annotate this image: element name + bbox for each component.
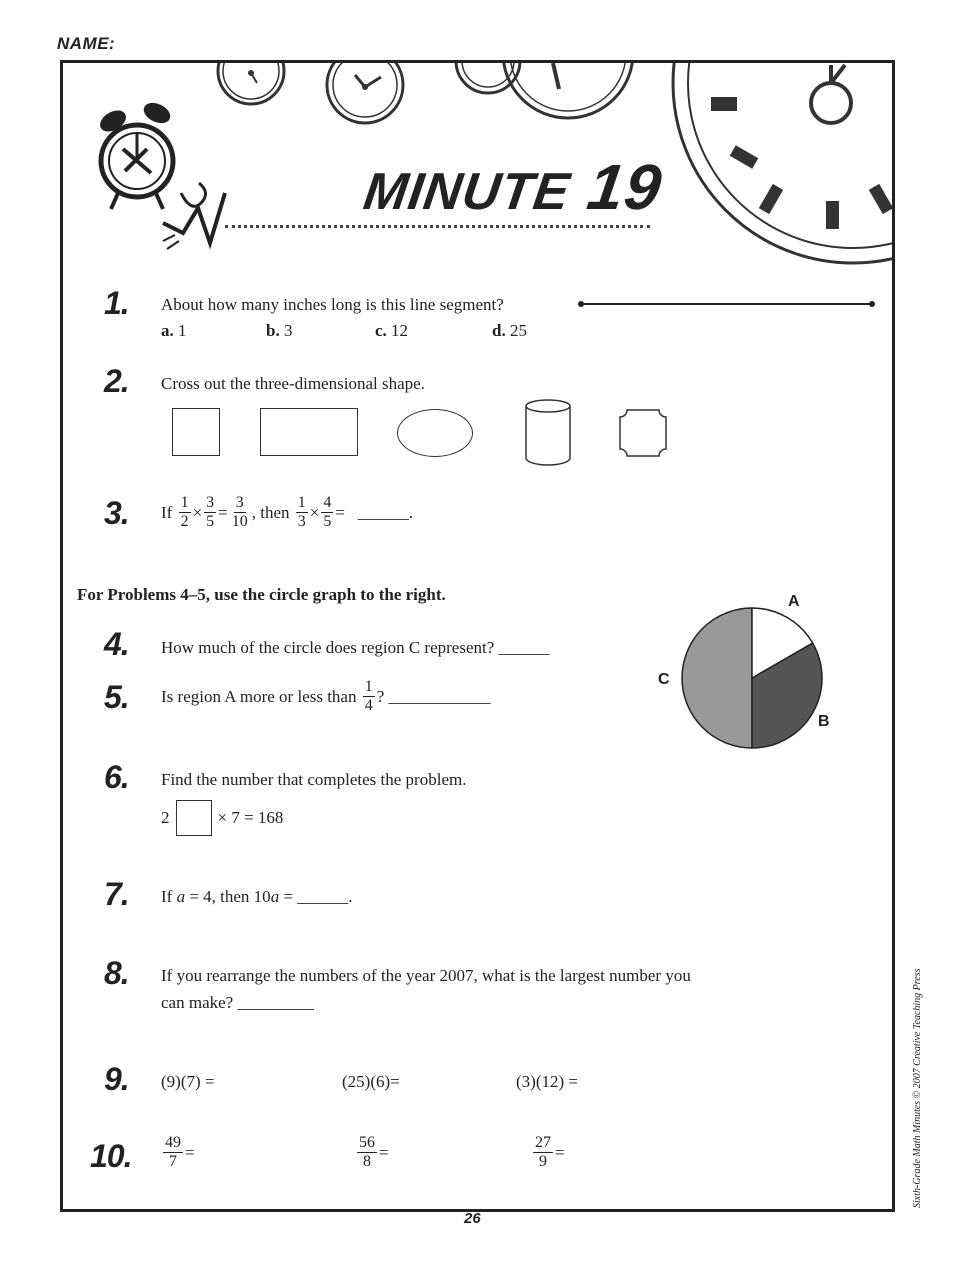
title-number: 19 — [583, 151, 667, 223]
question-1-number: 1. — [104, 285, 129, 321]
question-3-text: If $\frac{1}{2}$ × $\frac{3}{5}$ = $\frac{3}{10}$ , then $\frac{1}{3}$ × $\frac{4}{5}$ = ______. — [161, 494, 413, 530]
section-instruction: For Problems 4–5, use the circle graph to the right. — [77, 585, 446, 604]
rectangle-shape[interactable] — [260, 408, 358, 456]
question-9-part-3: (3)(12) = — [516, 1072, 578, 1091]
oval-shape[interactable] — [397, 409, 473, 457]
question-5-number: 5. — [104, 679, 129, 715]
question-8-line-1: If you rearrange the numbers of the year 2007, what is the largest number you — [161, 966, 691, 985]
cylinder-shape[interactable] — [524, 398, 572, 468]
question-9-part-2: (25)(6)= — [342, 1072, 400, 1091]
option-b[interactable]: b. 3 — [266, 321, 293, 340]
pie-label-b: B — [818, 713, 830, 730]
option-a[interactable]: a. 1 — [161, 321, 187, 340]
question-4-text: How much of the circle does region C represent? ______ — [161, 638, 550, 657]
question-10-part-3: $\frac{27}{9}$ = — [535, 1134, 565, 1170]
option-d[interactable]: d. 25 — [492, 321, 527, 340]
pie-label-c: C — [658, 671, 670, 688]
line-segment — [576, 297, 878, 311]
question-8-number: 8. — [104, 955, 129, 991]
title-word: MINUTE — [360, 163, 574, 221]
square-shape[interactable] — [172, 408, 220, 456]
pie-slice-c — [682, 608, 752, 748]
question-8-line-2: can make? _________ — [161, 993, 314, 1012]
question-6-equation: 2 × 7 = 168 — [161, 800, 283, 836]
question-7-text: If a = 4, then 10a = ______. — [161, 887, 353, 906]
question-5-text: Is region A more or less than $\frac{1}{4}$ ? ____________ — [161, 678, 491, 714]
question-6-text: Find the number that completes the problem. — [161, 770, 467, 789]
question-7-number: 7. — [104, 876, 129, 912]
pie-label-a: A — [788, 593, 800, 610]
question-2-text: Cross out the three-dimensional shape. — [161, 374, 425, 393]
notched-square-shape[interactable] — [619, 409, 667, 457]
option-c[interactable]: c. 12 — [375, 321, 409, 340]
circle-graph — [672, 598, 832, 758]
answer-box[interactable] — [176, 800, 212, 836]
copyright-notice: Sixth-Grade Math Minutes © 2007 Creative Teaching Press — [912, 968, 923, 1208]
question-3-number: 3. — [104, 495, 129, 531]
question-10-part-1: $\frac{49}{7}$ = — [165, 1134, 195, 1170]
question-6-number: 6. — [104, 759, 129, 795]
answer-blank[interactable]: ______. — [357, 502, 413, 522]
question-1-text: About how many inches long is this line segment? — [161, 295, 504, 314]
question-10-part-2: $\frac{56}{8}$ = — [359, 1134, 389, 1170]
title-underline — [225, 225, 650, 228]
question-9-part-1: (9)(7) = — [161, 1072, 215, 1091]
question-9-number: 9. — [104, 1061, 129, 1097]
question-2-number: 2. — [104, 363, 129, 399]
page-title — [360, 150, 667, 224]
question-10-number: 10. — [90, 1138, 132, 1174]
name-label: NAME: — [57, 34, 116, 53]
question-4-number: 4. — [104, 626, 129, 662]
page-number: 26 — [464, 1210, 481, 1227]
